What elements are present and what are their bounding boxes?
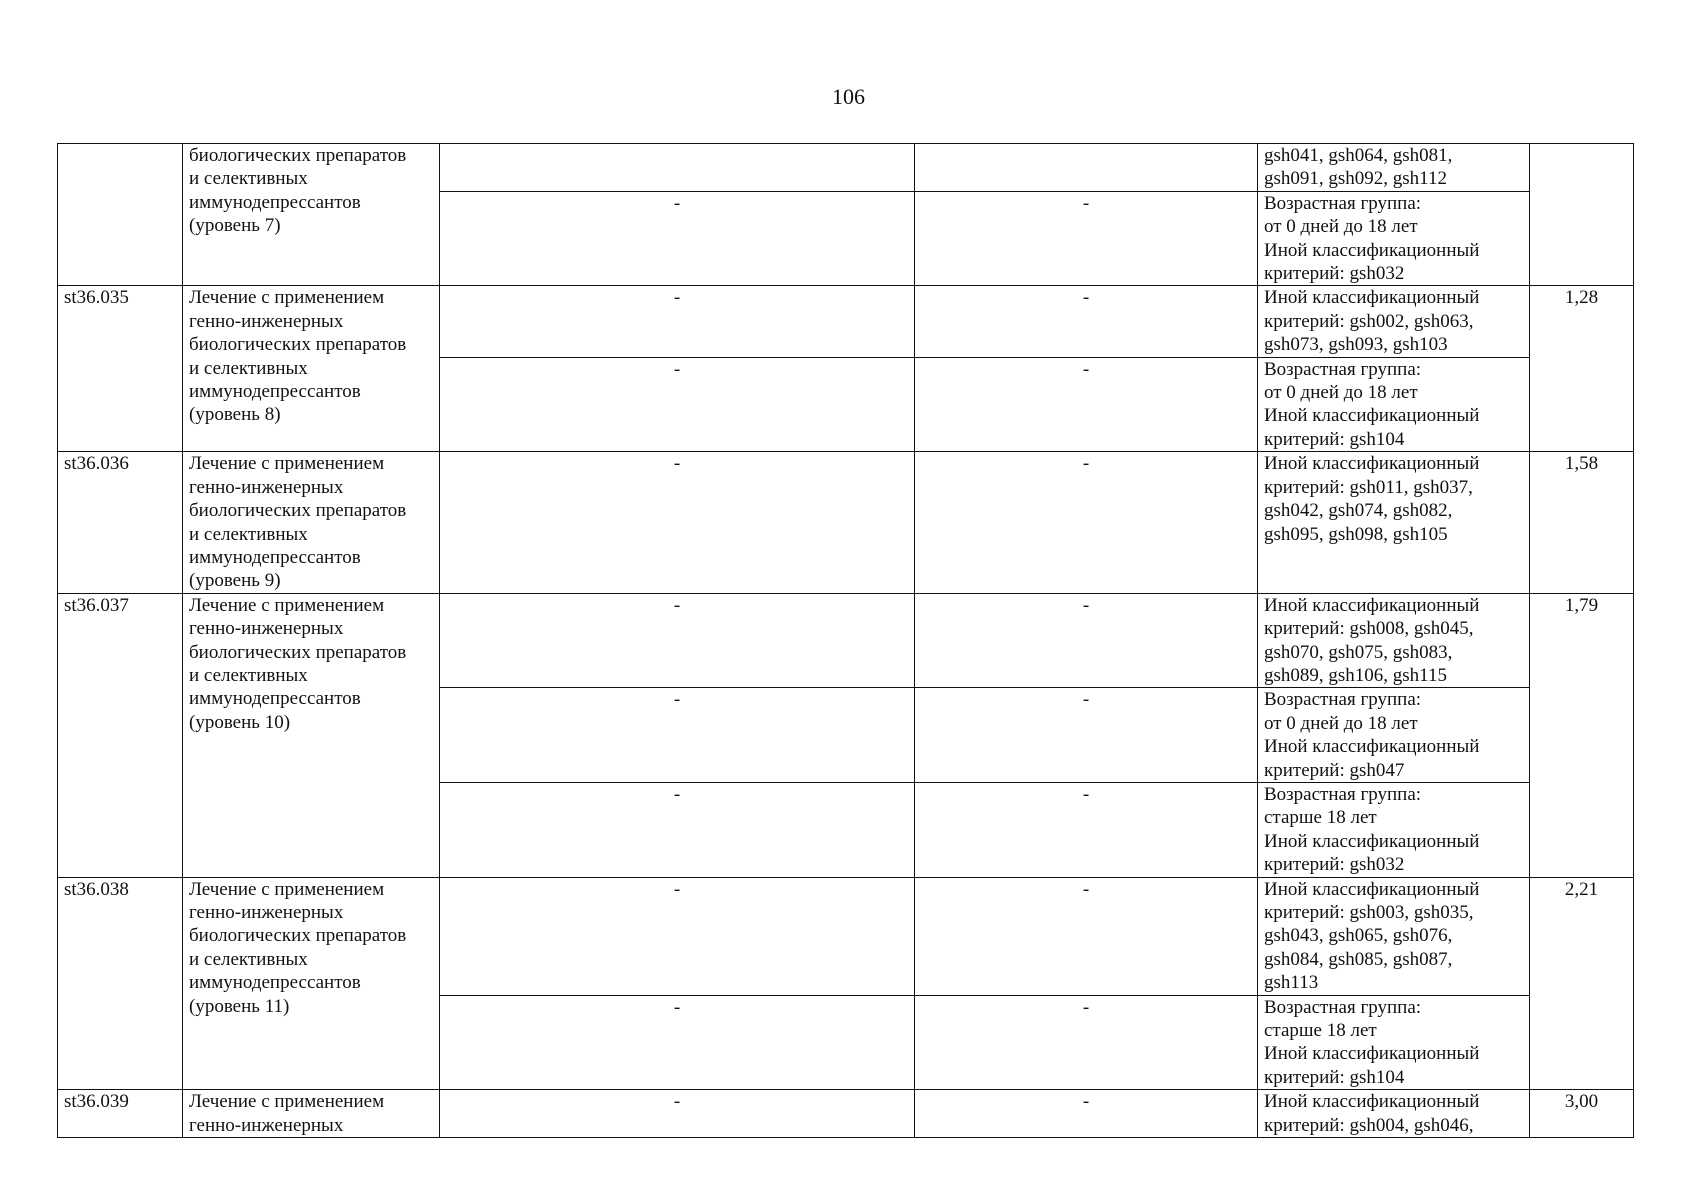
dash-cell-1: -	[440, 357, 915, 452]
coefficient-cell: 1,58	[1530, 452, 1634, 593]
table-row	[58, 452, 1634, 593]
criteria-line: Иной классификационный	[1264, 239, 1480, 261]
table-row	[58, 593, 1634, 688]
name-cell	[183, 286, 440, 452]
criteria-line: gsh043, gsh065, gsh076,	[1264, 925, 1453, 947]
criteria-line: старше 18 лет	[1264, 1020, 1377, 1042]
criteria-line: критерий: gsh032	[1264, 854, 1405, 876]
code-cell: st36.039	[58, 1090, 183, 1138]
name-line: Лечение с применением	[189, 1091, 385, 1113]
criteria-line: Возрастная группа:	[1264, 689, 1422, 711]
coefficient-cell	[1530, 144, 1634, 286]
criteria-cell	[1258, 593, 1530, 688]
criteria-cell	[1258, 1090, 1530, 1138]
criteria-line: Иной классификационный	[1264, 1091, 1480, 1113]
coefficient-cell: 3,00	[1530, 1090, 1634, 1138]
criteria-line: критерий: gsh047	[1264, 759, 1405, 781]
name-line: генно-инженерных	[189, 902, 344, 923]
name-line: и селективных	[189, 357, 308, 379]
name-cell	[183, 144, 440, 286]
criteria-cell	[1258, 995, 1530, 1090]
criteria-line: старше 18 лет	[1264, 807, 1377, 829]
criteria-cell	[1258, 286, 1530, 357]
dash-cell-1: -	[440, 995, 915, 1090]
code-cell	[58, 144, 183, 286]
name-line: генно-инженерных	[189, 310, 344, 332]
dash-cell-2: -	[915, 688, 1258, 783]
dash-cell-1: -	[440, 191, 915, 286]
coefficient-cell: 2,21	[1530, 877, 1634, 1090]
dash-cell-1: -	[440, 782, 915, 877]
table-row	[58, 877, 1634, 995]
dash-cell-1: -	[440, 286, 915, 357]
dash-cell-2: -	[915, 593, 1258, 688]
criteria-line: критерий: gsh104	[1264, 428, 1405, 450]
name-cell	[183, 1090, 440, 1138]
code-cell: st36.035	[58, 286, 183, 452]
criteria-line: критерий: gsh004, gsh046,	[1264, 1114, 1474, 1136]
criteria-line: Иной классификационный	[1264, 287, 1480, 309]
name-line: иммунодепрессантов	[189, 688, 361, 710]
tariff-table	[57, 143, 1634, 1138]
coefficient-cell: 1,79	[1530, 593, 1634, 877]
code-cell: st36.036	[58, 452, 183, 593]
dash-cell-1: -	[440, 688, 915, 783]
name-line: иммунодепрессантов	[189, 546, 361, 568]
name-line: иммунодепрессантов	[189, 191, 361, 213]
name-line: и селективных	[189, 523, 308, 545]
name-line: и селективных	[189, 948, 308, 970]
name-cell	[183, 877, 440, 1090]
criteria-cell	[1258, 688, 1530, 783]
code-cell: st36.038	[58, 877, 183, 1090]
name-line: биологических препаратов	[189, 925, 407, 947]
dash-cell-1: -	[440, 452, 915, 593]
table-row	[58, 1090, 1634, 1138]
criteria-line: gsh113	[1264, 972, 1319, 994]
criteria-line: критерий: gsh032	[1264, 263, 1405, 285]
table-body	[58, 144, 1634, 1138]
criteria-line: критерий: gsh008, gsh045,	[1264, 618, 1474, 640]
name-line: (уровень 9)	[189, 570, 281, 592]
criteria-cell	[1258, 144, 1530, 192]
name-line: (уровень 7)	[189, 215, 281, 237]
dash-cell-1: -	[440, 877, 915, 995]
criteria-line: критерий: gsh104	[1264, 1066, 1405, 1088]
name-line: Лечение с применением	[189, 287, 385, 309]
name-line: иммунодепрессантов	[189, 972, 361, 994]
criteria-line: Иной классификационный	[1264, 878, 1480, 900]
dash-cell-2: -	[915, 782, 1258, 877]
name-line: генно-инженерных	[189, 1114, 344, 1136]
criteria-line: от 0 дней до 18 лет	[1264, 382, 1418, 404]
name-line: Лечение с применением	[189, 453, 385, 475]
code-cell: st36.037	[58, 593, 183, 877]
criteria-line: gsh041, gsh064, gsh081,	[1264, 145, 1453, 166]
criteria-line: критерий: gsh011, gsh037,	[1264, 476, 1473, 498]
table-row	[58, 286, 1634, 357]
name-line: (уровень 11)	[189, 995, 290, 1017]
criteria-line: от 0 дней до 18 лет	[1264, 712, 1418, 734]
criteria-line: gsh070, gsh075, gsh083,	[1264, 641, 1453, 663]
criteria-line: от 0 дней до 18 лет	[1264, 216, 1418, 238]
name-line: и селективных	[189, 664, 308, 686]
name-line: Лечение с применением	[189, 594, 385, 616]
criteria-cell	[1258, 877, 1530, 995]
name-line: (уровень 10)	[189, 711, 291, 733]
dash-cell-2: -	[915, 995, 1258, 1090]
criteria-line: gsh073, gsh093, gsh103	[1264, 334, 1448, 356]
name-line: и селективных	[189, 168, 308, 190]
name-line: генно-инженерных	[189, 618, 344, 640]
name-line: биологических препаратов	[189, 500, 407, 522]
criteria-line: gsh089, gsh106, gsh115	[1264, 664, 1447, 686]
name-line: генно-инженерных	[189, 476, 344, 498]
criteria-line: Иной классификационный	[1264, 594, 1480, 616]
criteria-cell	[1258, 191, 1530, 286]
coefficient-cell: 1,28	[1530, 286, 1634, 452]
name-line: биологических препаратов	[189, 334, 407, 356]
name-line: биологических препаратов	[189, 145, 407, 166]
dash-cell-2	[915, 144, 1258, 192]
dash-cell-2: -	[915, 452, 1258, 593]
criteria-line: gsh091, gsh092, gsh112	[1264, 168, 1447, 190]
criteria-line: Возрастная группа:	[1264, 358, 1422, 380]
criteria-line: Иной классификационный	[1264, 1043, 1480, 1065]
criteria-line: Иной классификационный	[1264, 453, 1480, 475]
criteria-line: gsh084, gsh085, gsh087,	[1264, 948, 1453, 970]
page-number: 106	[832, 84, 865, 109]
criteria-line: gsh042, gsh074, gsh082,	[1264, 500, 1453, 522]
name-cell	[183, 452, 440, 593]
criteria-cell	[1258, 782, 1530, 877]
dash-cell-2: -	[915, 286, 1258, 357]
criteria-line: Иной классификационный	[1264, 736, 1480, 758]
criteria-line: Возрастная группа:	[1264, 996, 1422, 1018]
criteria-line: Иной классификационный	[1264, 405, 1480, 427]
criteria-cell	[1258, 452, 1530, 593]
dash-cell-2: -	[915, 357, 1258, 452]
criteria-line: критерий: gsh002, gsh063,	[1264, 310, 1474, 332]
dash-cell-1	[440, 144, 915, 192]
dash-cell-1: -	[440, 1090, 915, 1138]
dash-cell-1: -	[440, 593, 915, 688]
name-cell	[183, 593, 440, 877]
name-line: иммунодепрессантов	[189, 381, 361, 403]
name-line: (уровень 8)	[189, 404, 281, 426]
criteria-line: Возрастная группа:	[1264, 783, 1422, 805]
dash-cell-2: -	[915, 1090, 1258, 1138]
criteria-line: Иной классификационный	[1264, 830, 1480, 852]
table-row	[58, 144, 1634, 192]
criteria-line: gsh095, gsh098, gsh105	[1264, 523, 1448, 545]
criteria-cell	[1258, 357, 1530, 452]
criteria-line: критерий: gsh003, gsh035,	[1264, 902, 1474, 923]
name-line: Лечение с применением	[189, 878, 385, 900]
name-line: биологических препаратов	[189, 641, 407, 663]
criteria-line: Возрастная группа:	[1264, 192, 1422, 214]
dash-cell-2: -	[915, 191, 1258, 286]
dash-cell-2: -	[915, 877, 1258, 995]
